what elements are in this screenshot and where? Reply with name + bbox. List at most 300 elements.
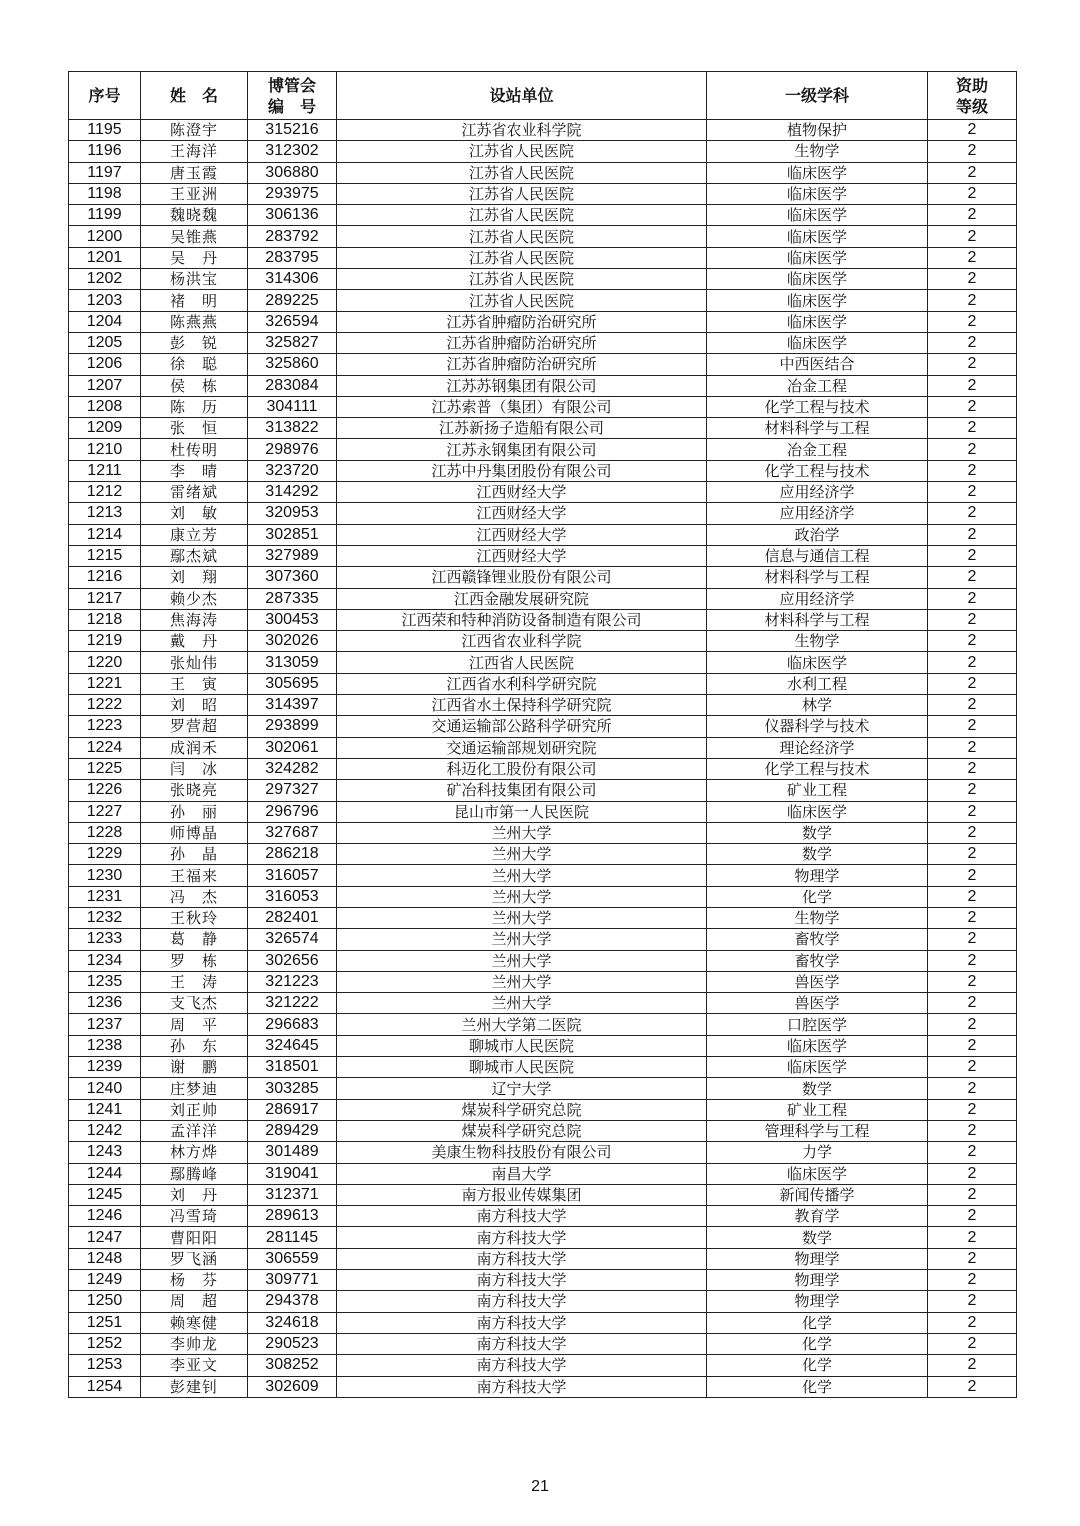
table-row (69, 993, 1017, 1014)
row-name: 葛 静 (141, 929, 248, 950)
row-code: 325860 (248, 354, 337, 375)
header-level-line2: 等级 (955, 96, 988, 116)
row-name: 陈燕燕 (141, 311, 248, 332)
table-row (69, 1078, 1017, 1099)
row-unit: 江西省水利科学研究院 (337, 673, 707, 694)
row-level: 2 (928, 545, 1017, 566)
row-index: 1212 (69, 482, 141, 503)
table-row (69, 205, 1017, 226)
row-name: 孟洋洋 (141, 1120, 248, 1141)
row-code: 314292 (248, 482, 337, 503)
row-subject: 应用经济学 (707, 503, 928, 524)
row-name: 刘 敏 (141, 503, 248, 524)
row-code: 312302 (248, 141, 337, 162)
table-row (69, 1333, 1017, 1354)
row-name: 周 平 (141, 1014, 248, 1035)
row-level: 2 (928, 1248, 1017, 1269)
row-index: 1214 (69, 524, 141, 545)
row-subject: 中西医结合 (707, 354, 928, 375)
row-unit: 江苏省肿瘤防治研究所 (337, 311, 707, 332)
table-row (69, 1376, 1017, 1397)
row-subject: 材料科学与工程 (707, 609, 928, 630)
row-level: 2 (928, 1184, 1017, 1205)
row-index: 1244 (69, 1163, 141, 1184)
row-unit: 美康生物科技股份有限公司 (337, 1142, 707, 1163)
row-code: 307360 (248, 567, 337, 588)
row-unit: 江苏苏钢集团有限公司 (337, 375, 707, 396)
row-unit: 江苏省肿瘤防治研究所 (337, 332, 707, 353)
row-name: 彭建钊 (141, 1376, 248, 1397)
row-index: 1201 (69, 247, 141, 268)
row-code: 324645 (248, 1035, 337, 1056)
row-index: 1234 (69, 950, 141, 971)
row-unit: 南方科技大学 (337, 1333, 707, 1354)
row-name: 吴 丹 (141, 247, 248, 268)
row-level: 2 (928, 226, 1017, 247)
row-code: 309771 (248, 1270, 337, 1291)
table-row (69, 780, 1017, 801)
row-subject: 生物学 (707, 907, 928, 928)
row-level: 2 (928, 1120, 1017, 1141)
row-index: 1246 (69, 1206, 141, 1227)
row-code: 306559 (248, 1248, 337, 1269)
row-unit: 江苏省人民医院 (337, 247, 707, 268)
row-name: 谢 鹏 (141, 1057, 248, 1078)
row-name: 吴锥燕 (141, 226, 248, 247)
row-subject: 材料科学与工程 (707, 567, 928, 588)
row-subject: 物理学 (707, 865, 928, 886)
row-level: 2 (928, 120, 1017, 141)
row-index: 1196 (69, 141, 141, 162)
row-level: 2 (928, 1227, 1017, 1248)
row-index: 1233 (69, 929, 141, 950)
row-name: 张晓亮 (141, 780, 248, 801)
row-level: 2 (928, 844, 1017, 865)
row-unit: 煤炭科学研究总院 (337, 1099, 707, 1120)
row-code: 323720 (248, 460, 337, 481)
row-level: 2 (928, 332, 1017, 353)
header-code-line2: 编 号 (267, 96, 316, 116)
row-name: 焦海涛 (141, 609, 248, 630)
table-row (69, 1184, 1017, 1205)
row-name: 冯雪琦 (141, 1206, 248, 1227)
row-index: 1210 (69, 439, 141, 460)
row-index: 1221 (69, 673, 141, 694)
row-name: 鄢杰斌 (141, 545, 248, 566)
row-name: 罗 栋 (141, 950, 248, 971)
row-code: 282401 (248, 907, 337, 928)
table-row (69, 141, 1017, 162)
row-code: 300453 (248, 609, 337, 630)
row-level: 2 (928, 801, 1017, 822)
table-row (69, 737, 1017, 758)
row-code: 298976 (248, 439, 337, 460)
row-subject: 兽医学 (707, 971, 928, 992)
header-name: 姓 名 (141, 72, 248, 120)
table-row (69, 609, 1017, 630)
row-subject: 临床医学 (707, 205, 928, 226)
header-index: 序号 (69, 72, 141, 120)
row-subject: 生物学 (707, 141, 928, 162)
row-code: 286917 (248, 1099, 337, 1120)
row-name: 杜传明 (141, 439, 248, 460)
row-unit: 江苏省人民医院 (337, 162, 707, 183)
row-level: 2 (928, 354, 1017, 375)
row-unit: 南昌大学 (337, 1163, 707, 1184)
row-subject: 化学 (707, 1333, 928, 1354)
row-level: 2 (928, 1333, 1017, 1354)
row-name: 曹阳阳 (141, 1227, 248, 1248)
row-subject: 应用经济学 (707, 482, 928, 503)
table-row (69, 1163, 1017, 1184)
table-row (69, 269, 1017, 290)
row-code: 286218 (248, 844, 337, 865)
row-level: 2 (928, 1142, 1017, 1163)
row-index: 1223 (69, 716, 141, 737)
row-code: 318501 (248, 1057, 337, 1078)
row-subject: 生物学 (707, 631, 928, 652)
row-level: 2 (928, 205, 1017, 226)
row-index: 1247 (69, 1227, 141, 1248)
row-name: 唐玉霞 (141, 162, 248, 183)
row-code: 327989 (248, 545, 337, 566)
table-row (69, 929, 1017, 950)
row-name: 王 涛 (141, 971, 248, 992)
table-row (69, 588, 1017, 609)
row-unit: 江西省水土保持科学研究院 (337, 695, 707, 716)
row-subject: 水利工程 (707, 673, 928, 694)
row-index: 1239 (69, 1057, 141, 1078)
row-name: 孙 丽 (141, 801, 248, 822)
row-name: 李亚文 (141, 1355, 248, 1376)
row-subject: 化学工程与技术 (707, 396, 928, 417)
row-index: 1254 (69, 1376, 141, 1397)
row-unit: 江苏省人民医院 (337, 226, 707, 247)
row-code: 302061 (248, 737, 337, 758)
table-row (69, 311, 1017, 332)
row-code: 301489 (248, 1142, 337, 1163)
row-code: 289429 (248, 1120, 337, 1141)
row-level: 2 (928, 737, 1017, 758)
row-level: 2 (928, 396, 1017, 417)
row-subject: 数学 (707, 1227, 928, 1248)
row-name: 罗营超 (141, 716, 248, 737)
row-subject: 化学工程与技术 (707, 460, 928, 481)
row-index: 1209 (69, 418, 141, 439)
row-index: 1231 (69, 886, 141, 907)
row-level: 2 (928, 780, 1017, 801)
header-code-line1: 博管会 (267, 75, 316, 95)
row-subject: 教育学 (707, 1206, 928, 1227)
row-unit: 兰州大学 (337, 822, 707, 843)
table-row (69, 1099, 1017, 1120)
row-code: 289613 (248, 1206, 337, 1227)
row-index: 1197 (69, 162, 141, 183)
row-index: 1240 (69, 1078, 141, 1099)
row-index: 1248 (69, 1248, 141, 1269)
row-index: 1195 (69, 120, 141, 141)
row-code: 313822 (248, 418, 337, 439)
row-index: 1217 (69, 588, 141, 609)
row-unit: 江西财经大学 (337, 524, 707, 545)
row-unit: 聊城市人民医院 (337, 1057, 707, 1078)
row-subject: 化学 (707, 1376, 928, 1397)
row-index: 1250 (69, 1291, 141, 1312)
row-subject: 矿业工程 (707, 780, 928, 801)
row-unit: 江苏索普（集团）有限公司 (337, 396, 707, 417)
table-row (69, 1014, 1017, 1035)
row-subject: 临床医学 (707, 311, 928, 332)
row-unit: 江西赣锋锂业股份有限公司 (337, 567, 707, 588)
table-row (69, 1120, 1017, 1141)
row-unit: 江苏中丹集团股份有限公司 (337, 460, 707, 481)
row-name: 周 超 (141, 1291, 248, 1312)
row-name: 侯 栋 (141, 375, 248, 396)
row-code: 302026 (248, 631, 337, 652)
row-code: 283792 (248, 226, 337, 247)
row-index: 1245 (69, 1184, 141, 1205)
row-subject: 临床医学 (707, 1035, 928, 1056)
row-level: 2 (928, 1099, 1017, 1120)
row-level: 2 (928, 1078, 1017, 1099)
table-row (69, 375, 1017, 396)
row-level: 2 (928, 1035, 1017, 1056)
row-index: 1226 (69, 780, 141, 801)
row-subject: 临床医学 (707, 226, 928, 247)
row-subject: 冶金工程 (707, 439, 928, 460)
row-unit: 江苏省人民医院 (337, 183, 707, 204)
table-row (69, 1057, 1017, 1078)
row-unit: 江苏省人民医院 (337, 205, 707, 226)
row-level: 2 (928, 1206, 1017, 1227)
row-subject: 政治学 (707, 524, 928, 545)
row-code: 302851 (248, 524, 337, 545)
row-index: 1211 (69, 460, 141, 481)
row-level: 2 (928, 1355, 1017, 1376)
row-unit: 兰州大学第二医院 (337, 1014, 707, 1035)
row-subject: 临床医学 (707, 1163, 928, 1184)
row-code: 319041 (248, 1163, 337, 1184)
row-name: 魏晓魏 (141, 205, 248, 226)
row-level: 2 (928, 695, 1017, 716)
table-row (69, 567, 1017, 588)
row-name: 彭 锐 (141, 332, 248, 353)
row-subject: 化学 (707, 1355, 928, 1376)
row-name: 王秋玲 (141, 907, 248, 928)
row-unit: 江苏省人民医院 (337, 141, 707, 162)
table-row (69, 183, 1017, 204)
row-unit: 南方科技大学 (337, 1270, 707, 1291)
row-index: 1229 (69, 844, 141, 865)
row-unit: 南方科技大学 (337, 1206, 707, 1227)
row-code: 324618 (248, 1312, 337, 1333)
row-unit: 聊城市人民医院 (337, 1035, 707, 1056)
table-row (69, 907, 1017, 928)
row-subject: 临床医学 (707, 247, 928, 268)
row-code: 314397 (248, 695, 337, 716)
row-code: 314306 (248, 269, 337, 290)
row-index: 1199 (69, 205, 141, 226)
row-unit: 兰州大学 (337, 971, 707, 992)
table-row (69, 801, 1017, 822)
row-level: 2 (928, 929, 1017, 950)
row-unit: 兰州大学 (337, 929, 707, 950)
row-index: 1251 (69, 1312, 141, 1333)
row-subject: 应用经济学 (707, 588, 928, 609)
row-code: 302609 (248, 1376, 337, 1397)
row-subject: 植物保护 (707, 120, 928, 141)
row-level: 2 (928, 482, 1017, 503)
row-name: 陈澄宇 (141, 120, 248, 141)
row-code: 316057 (248, 865, 337, 886)
row-subject: 数学 (707, 1078, 928, 1099)
row-code: 293975 (248, 183, 337, 204)
row-index: 1220 (69, 652, 141, 673)
row-code: 296683 (248, 1014, 337, 1035)
row-unit: 交通运输部规划研究院 (337, 737, 707, 758)
row-unit: 南方科技大学 (337, 1291, 707, 1312)
row-name: 陈 历 (141, 396, 248, 417)
row-subject: 临床医学 (707, 269, 928, 290)
row-subject: 冶金工程 (707, 375, 928, 396)
row-name: 杨洪宝 (141, 269, 248, 290)
row-level: 2 (928, 183, 1017, 204)
row-index: 1236 (69, 993, 141, 1014)
row-code: 326594 (248, 311, 337, 332)
table-row (69, 1248, 1017, 1269)
row-level: 2 (928, 460, 1017, 481)
table-row (69, 418, 1017, 439)
row-code: 316053 (248, 886, 337, 907)
row-subject: 物理学 (707, 1248, 928, 1269)
row-subject: 新闻传播学 (707, 1184, 928, 1205)
row-level: 2 (928, 652, 1017, 673)
table-row (69, 865, 1017, 886)
row-level: 2 (928, 290, 1017, 311)
row-name: 师博晶 (141, 822, 248, 843)
row-subject: 临床医学 (707, 801, 928, 822)
row-code: 308252 (248, 1355, 337, 1376)
table-row (69, 162, 1017, 183)
row-index: 1243 (69, 1142, 141, 1163)
row-index: 1242 (69, 1120, 141, 1141)
row-name: 闫 冰 (141, 758, 248, 779)
table-row (69, 716, 1017, 737)
row-code: 305695 (248, 673, 337, 694)
row-level: 2 (928, 524, 1017, 545)
row-subject: 管理科学与工程 (707, 1120, 928, 1141)
table-row (69, 396, 1017, 417)
row-index: 1216 (69, 567, 141, 588)
row-index: 1253 (69, 1355, 141, 1376)
row-unit: 科迈化工股份有限公司 (337, 758, 707, 779)
row-index: 1249 (69, 1270, 141, 1291)
row-unit: 南方科技大学 (337, 1312, 707, 1333)
row-index: 1204 (69, 311, 141, 332)
row-level: 2 (928, 993, 1017, 1014)
header-level (928, 72, 1017, 120)
row-name: 罗飞涵 (141, 1248, 248, 1269)
row-code: 283795 (248, 247, 337, 268)
table-row (69, 950, 1017, 971)
row-level: 2 (928, 1291, 1017, 1312)
table-row (69, 673, 1017, 694)
row-name: 王亚洲 (141, 183, 248, 204)
row-subject: 矿业工程 (707, 1099, 928, 1120)
row-subject: 数学 (707, 844, 928, 865)
row-subject: 力学 (707, 1142, 928, 1163)
row-code: 327687 (248, 822, 337, 843)
row-subject: 化学 (707, 1312, 928, 1333)
row-name: 孙 东 (141, 1035, 248, 1056)
row-level: 2 (928, 716, 1017, 737)
table-row (69, 524, 1017, 545)
row-index: 1202 (69, 269, 141, 290)
row-level: 2 (928, 269, 1017, 290)
row-unit: 南方报业传媒集团 (337, 1184, 707, 1205)
row-name: 鄢腾峰 (141, 1163, 248, 1184)
row-subject: 口腔医学 (707, 1014, 928, 1035)
row-subject: 物理学 (707, 1291, 928, 1312)
row-code: 320953 (248, 503, 337, 524)
row-level: 2 (928, 609, 1017, 630)
row-subject: 畜牧学 (707, 929, 928, 950)
table-body (69, 120, 1017, 1398)
row-unit: 江西财经大学 (337, 482, 707, 503)
row-code: 315216 (248, 120, 337, 141)
table-row (69, 460, 1017, 481)
table-row (69, 1312, 1017, 1333)
row-name: 孙 晶 (141, 844, 248, 865)
row-unit: 江西省人民医院 (337, 652, 707, 673)
row-level: 2 (928, 673, 1017, 694)
row-unit: 江苏省人民医院 (337, 290, 707, 311)
row-code: 296796 (248, 801, 337, 822)
row-code: 324282 (248, 758, 337, 779)
row-unit: 江苏新扬子造船有限公司 (337, 418, 707, 439)
row-unit: 矿冶科技集团有限公司 (337, 780, 707, 801)
row-index: 1213 (69, 503, 141, 524)
funding-list-table (68, 71, 1017, 1398)
row-index: 1228 (69, 822, 141, 843)
row-level: 2 (928, 631, 1017, 652)
row-level: 2 (928, 1057, 1017, 1078)
row-level: 2 (928, 1376, 1017, 1397)
row-index: 1218 (69, 609, 141, 630)
table-row (69, 695, 1017, 716)
row-name: 王 寅 (141, 673, 248, 694)
row-code: 325827 (248, 332, 337, 353)
row-level: 2 (928, 439, 1017, 460)
table-row (69, 1291, 1017, 1312)
table-row (69, 120, 1017, 141)
row-name: 赖少杰 (141, 588, 248, 609)
table-row (69, 1355, 1017, 1376)
header-row (69, 72, 1017, 120)
row-subject: 理论经济学 (707, 737, 928, 758)
row-name: 庄梦迪 (141, 1078, 248, 1099)
table-row (69, 1035, 1017, 1056)
row-code: 294378 (248, 1291, 337, 1312)
row-name: 刘 翔 (141, 567, 248, 588)
row-level: 2 (928, 247, 1017, 268)
row-name: 刘正帅 (141, 1099, 248, 1120)
row-name: 杨 芬 (141, 1270, 248, 1291)
row-code: 304111 (248, 396, 337, 417)
row-index: 1232 (69, 907, 141, 928)
row-subject: 临床医学 (707, 332, 928, 353)
row-level: 2 (928, 1270, 1017, 1291)
